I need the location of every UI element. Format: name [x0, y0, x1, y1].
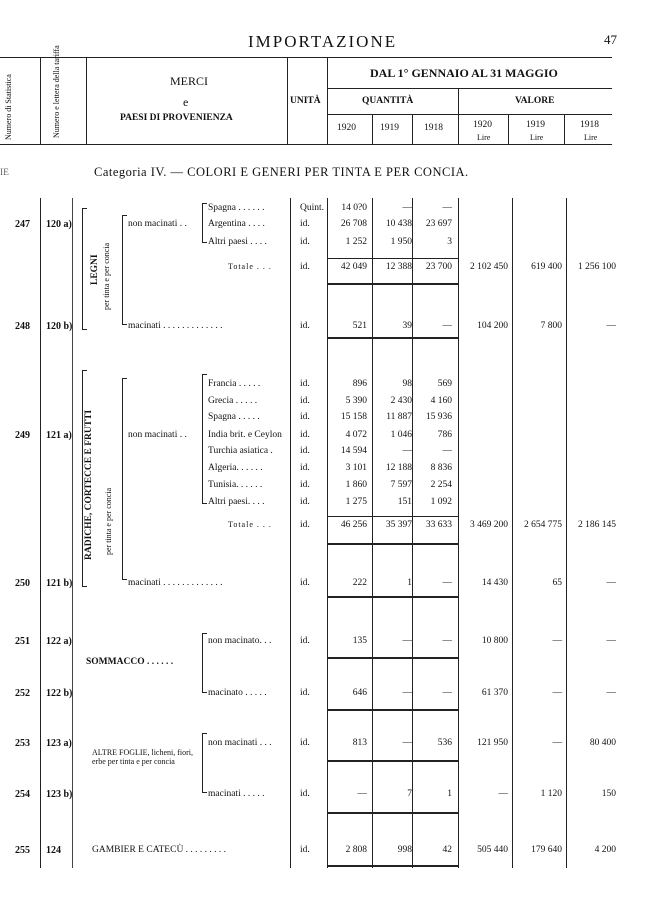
value-cell: 2 654 775 [524, 520, 562, 530]
value-cell: 104 200 [477, 321, 508, 331]
header-sub-rule [327, 88, 612, 89]
altre-foglie-label: ALTRE FOGLIE, licheni, fiori, erbe per tinta e per concia [92, 748, 194, 766]
row-description: non macinati . . [128, 219, 187, 229]
unit-cell: id. [300, 845, 310, 855]
tariff-number: 124 [46, 845, 61, 856]
quantity-cell: 786 [437, 430, 452, 440]
quantity-cell: 12 188 [385, 463, 412, 473]
value-cell: 80 400 [589, 738, 616, 748]
value-cell: 14 430 [481, 578, 508, 588]
page-title: IMPORTAZIONE [248, 32, 398, 51]
quantity-cell: 1 [447, 789, 452, 799]
value-cell: 1 256 100 [578, 262, 616, 272]
quantity-cell: 1 092 [430, 497, 452, 507]
quantity-cell: 3 101 [345, 463, 367, 473]
quantity-cell: 23 700 [425, 262, 452, 272]
stat-number: 251 [15, 636, 30, 647]
country-label: Argentina . . . . [208, 219, 265, 229]
body-sep [566, 198, 567, 868]
value-cell: 7 800 [540, 321, 562, 331]
quantity-cell: 998 [397, 845, 412, 855]
period-header: DAL 1° GENNAIO AL 31 MAGGIO [370, 66, 558, 80]
unit-cell: id. [300, 520, 310, 530]
margin-fragment: IE [0, 168, 9, 178]
unit-cell: id. [300, 688, 310, 698]
page-number: 47 [604, 32, 617, 47]
quantity-cell: 3 [447, 237, 452, 247]
unit-cell: id. [300, 379, 310, 389]
country-label: Spagna . . . . . [208, 412, 260, 422]
quantity-cell: 33 633 [425, 520, 452, 530]
brace-radiche-inner [122, 378, 127, 580]
header-sep [327, 57, 328, 144]
unit-cell: id. [300, 463, 310, 473]
header-sep [86, 57, 87, 144]
quantity-cell: 4 072 [345, 430, 367, 440]
quantity-cell: 98 [402, 379, 412, 389]
quantity-cell: 569 [437, 379, 452, 389]
quantity-cell: 521 [352, 321, 367, 331]
quantity-cell: — [442, 688, 452, 698]
value-cell: 121 950 [477, 738, 508, 748]
brace-legni-inner [122, 215, 127, 325]
quantity-cell: 7 [407, 789, 412, 799]
quantity-cell: 15 936 [425, 412, 452, 422]
unit-cell: Quint. [300, 203, 325, 213]
total-rule [327, 812, 458, 814]
brace-sommacco [202, 633, 207, 693]
tariff-number: 122 a) [46, 636, 72, 647]
category-title: Categoria IV. — COLORI E GENERI PER TINTA E PER CONCIA. [94, 165, 469, 179]
value-cell: 179 640 [531, 845, 562, 855]
unit-cell: id. [300, 412, 310, 422]
quantity-cell: 222 [352, 578, 367, 588]
tariff-number: 121 a) [46, 430, 72, 441]
header-sep [564, 114, 565, 144]
total-rule [327, 596, 458, 598]
quantity-cell: — [402, 203, 412, 213]
year-q-1918: 1918 [424, 123, 443, 133]
brace-radiche-paesi [202, 374, 207, 504]
unit-cell: id. [300, 446, 310, 456]
stat-number: 253 [15, 738, 30, 749]
valore-header: VALORE [515, 96, 555, 106]
col-stat-header: Numero di Statistica [4, 74, 13, 140]
year-q-1919: 1919 [380, 123, 399, 133]
lire-label: Lire [584, 133, 598, 142]
quantity-cell: 42 [442, 845, 452, 855]
value-cell: — [552, 688, 562, 698]
tariff-number: 123 a) [46, 738, 72, 749]
tariff-number: 121 b) [46, 578, 73, 589]
country-label: Altri paesi. . . . [208, 497, 265, 507]
unit-cell: id. [300, 636, 310, 646]
quantity-cell: 42 049 [340, 262, 367, 272]
quantity-cell: 12 388 [385, 262, 412, 272]
year-v-1919: 1919 [526, 120, 545, 130]
unit-cell: id. [300, 430, 310, 440]
total-rule [327, 760, 458, 762]
quantity-cell: 10 438 [385, 219, 412, 229]
quantity-cell: — [442, 203, 452, 213]
value-cell: — [552, 738, 562, 748]
body-sep [290, 198, 291, 868]
quantity-cell: — [442, 321, 452, 331]
stat-number: 247 [15, 219, 30, 230]
lire-label: Lire [477, 133, 491, 142]
quantity-cell: 8 836 [430, 463, 452, 473]
value-cell: 4 200 [594, 845, 616, 855]
body-sep [40, 198, 41, 868]
country-label: Spagna . . . . . . [208, 203, 265, 213]
value-cell: 2 102 450 [470, 262, 508, 272]
quantity-cell: 39 [402, 321, 412, 331]
stat-number: 249 [15, 430, 30, 441]
row-description: GAMBIER E CATECÙ . . . . . . . . . [92, 845, 227, 855]
quantity-cell: 536 [437, 738, 452, 748]
unit-cell: id. [300, 497, 310, 507]
quantity-cell: 2 254 [430, 480, 452, 490]
quantity-cell: 896 [352, 379, 367, 389]
quantity-cell: 5 390 [345, 396, 367, 406]
quantity-cell: 7 597 [390, 480, 412, 490]
total-rule [327, 283, 458, 285]
quantity-cell: 46 256 [340, 520, 367, 530]
country-label: Algeria. . . . . . [208, 463, 263, 473]
header-sep [287, 57, 288, 144]
value-cell: 61 370 [481, 688, 508, 698]
lire-label: Lire [530, 133, 544, 142]
total-rule [327, 865, 458, 867]
header-top-rule [0, 57, 612, 58]
value-cell: 150 [601, 789, 616, 799]
quantity-cell: 15 158 [340, 412, 367, 422]
header-sep [40, 57, 41, 144]
body-sep [72, 198, 73, 868]
quantity-cell: 813 [352, 738, 367, 748]
paesi-header: PAESI DI PROVENIENZA [120, 113, 233, 123]
quantity-cell: 4 160 [430, 396, 452, 406]
quantity-cell: — [357, 789, 367, 799]
country-label: Francia . . . . . [208, 379, 261, 389]
unita-header: UNITÀ [290, 96, 321, 106]
row-description: non macinati . . . [208, 738, 272, 748]
quantity-cell: — [442, 446, 452, 456]
unit-cell: id. [300, 396, 310, 406]
quantity-cell: 1 950 [390, 237, 412, 247]
subtotal-rule [327, 258, 458, 259]
value-cell: 619 400 [531, 262, 562, 272]
quantity-cell: 1 252 [345, 237, 367, 247]
row-description: non macinati . . [128, 430, 187, 440]
unit-cell: id. [300, 219, 310, 229]
value-cell: 65 [552, 578, 562, 588]
sommacco-label: SOMMACCO . . . . . . [86, 657, 174, 667]
quantity-cell: 11 887 [386, 412, 412, 422]
body-sep [327, 198, 328, 868]
quantity-cell: — [402, 688, 412, 698]
row-description: macinati . . . . . [208, 789, 265, 799]
group-legni-sub: per tinta e per concia [102, 242, 111, 310]
quantity-cell: 35 397 [385, 520, 412, 530]
row-description: macinati . . . . . . . . . . . . . [128, 578, 223, 588]
row-description: macinati . . . . . . . . . . . . . [128, 321, 223, 331]
country-label: India brit. e Ceylon [208, 430, 282, 440]
stat-number: 252 [15, 688, 30, 699]
quantita-header: QUANTITÀ [362, 96, 414, 106]
quantity-cell: 2 808 [345, 845, 367, 855]
value-cell: — [606, 321, 616, 331]
row-description: non macinato. . . [208, 636, 272, 646]
body-sep [372, 198, 373, 868]
tariff-number: 123 b) [46, 789, 73, 800]
unit-cell: id. [300, 321, 310, 331]
e-header: e [183, 95, 189, 109]
body-sep [412, 198, 413, 868]
subtotal-rule [327, 516, 458, 517]
country-label: Tunisia. . . . . . [208, 480, 263, 490]
quantity-cell: — [402, 446, 412, 456]
value-cell: — [606, 636, 616, 646]
quantity-cell: — [442, 578, 452, 588]
unit-cell: id. [300, 237, 310, 247]
group-radiche: RADICHE, CORTECCE E FRUTTI [84, 409, 94, 560]
tariff-number: 120 b) [46, 321, 73, 332]
quantity-cell: 14 594 [340, 446, 367, 456]
unit-cell: id. [300, 578, 310, 588]
brace-altre-foglie [202, 733, 207, 793]
unit-cell: id. [300, 789, 310, 799]
merci-header: MERCI [170, 74, 209, 88]
header-sep [412, 114, 413, 144]
total-rule [327, 657, 458, 659]
quantity-cell: 2 430 [390, 396, 412, 406]
quantity-cell: 26 708 [340, 219, 367, 229]
header-sub-rule [327, 114, 612, 115]
value-cell: 505 440 [477, 845, 508, 855]
stat-number: 248 [15, 321, 30, 332]
unit-cell: id. [300, 738, 310, 748]
row-description: macinato . . . . . [208, 688, 267, 698]
value-cell: 2 186 145 [578, 520, 616, 530]
year-v-1918: 1918 [580, 120, 599, 130]
stat-number: 255 [15, 845, 30, 856]
tariff-number: 122 b) [46, 688, 73, 699]
body-sep [512, 198, 513, 868]
header-bottom-rule [0, 144, 612, 145]
col-tariffa-header: Numero e lettera della tariffa [52, 45, 61, 138]
quantity-cell: 135 [352, 636, 367, 646]
tariff-number: 120 a) [46, 219, 72, 230]
header-sep [458, 88, 459, 144]
header-sep [508, 114, 509, 144]
quantity-cell: 1 275 [345, 497, 367, 507]
quantity-cell: 1 046 [390, 430, 412, 440]
value-cell: 3 469 200 [470, 520, 508, 530]
brace-legni [82, 208, 87, 330]
quantity-cell: — [402, 738, 412, 748]
brace-radiche [82, 370, 87, 587]
quantity-cell: 646 [352, 688, 367, 698]
year-q-1920: 1920 [337, 123, 356, 133]
quantity-cell: 14 0?0 [341, 203, 367, 213]
value-cell: 1 120 [540, 789, 562, 799]
quantity-cell: — [402, 636, 412, 646]
quantity-cell: 151 [397, 497, 412, 507]
value-cell: — [498, 789, 508, 799]
total-rule [327, 709, 458, 711]
header-sep [372, 114, 373, 144]
quantity-cell: — [442, 636, 452, 646]
stat-number: 250 [15, 578, 30, 589]
stat-number: 254 [15, 789, 30, 800]
total-label: Totale . . . [228, 520, 272, 529]
country-label: Altri paesi . . . . [208, 237, 267, 247]
value-cell: 10 800 [481, 636, 508, 646]
group-radiche-sub: per tinta e per concia [104, 487, 113, 555]
value-cell: — [552, 636, 562, 646]
year-v-1920: 1920 [473, 120, 492, 130]
country-label: Turchia asiatica . [208, 446, 273, 456]
quantity-cell: 1 860 [345, 480, 367, 490]
unit-cell: id. [300, 262, 310, 272]
total-rule [327, 337, 458, 339]
quantity-cell: 23 697 [425, 219, 452, 229]
total-rule [327, 543, 458, 545]
group-legni: LEGNI [90, 254, 100, 285]
total-label: Totale . . . [228, 262, 272, 271]
value-cell: — [606, 688, 616, 698]
quantity-cell: 1 [407, 578, 412, 588]
country-label: Grecia . . . . . [208, 396, 258, 406]
unit-cell: id. [300, 480, 310, 490]
body-sep [458, 198, 459, 868]
brace-legni-paesi [202, 203, 207, 243]
value-cell: — [606, 578, 616, 588]
